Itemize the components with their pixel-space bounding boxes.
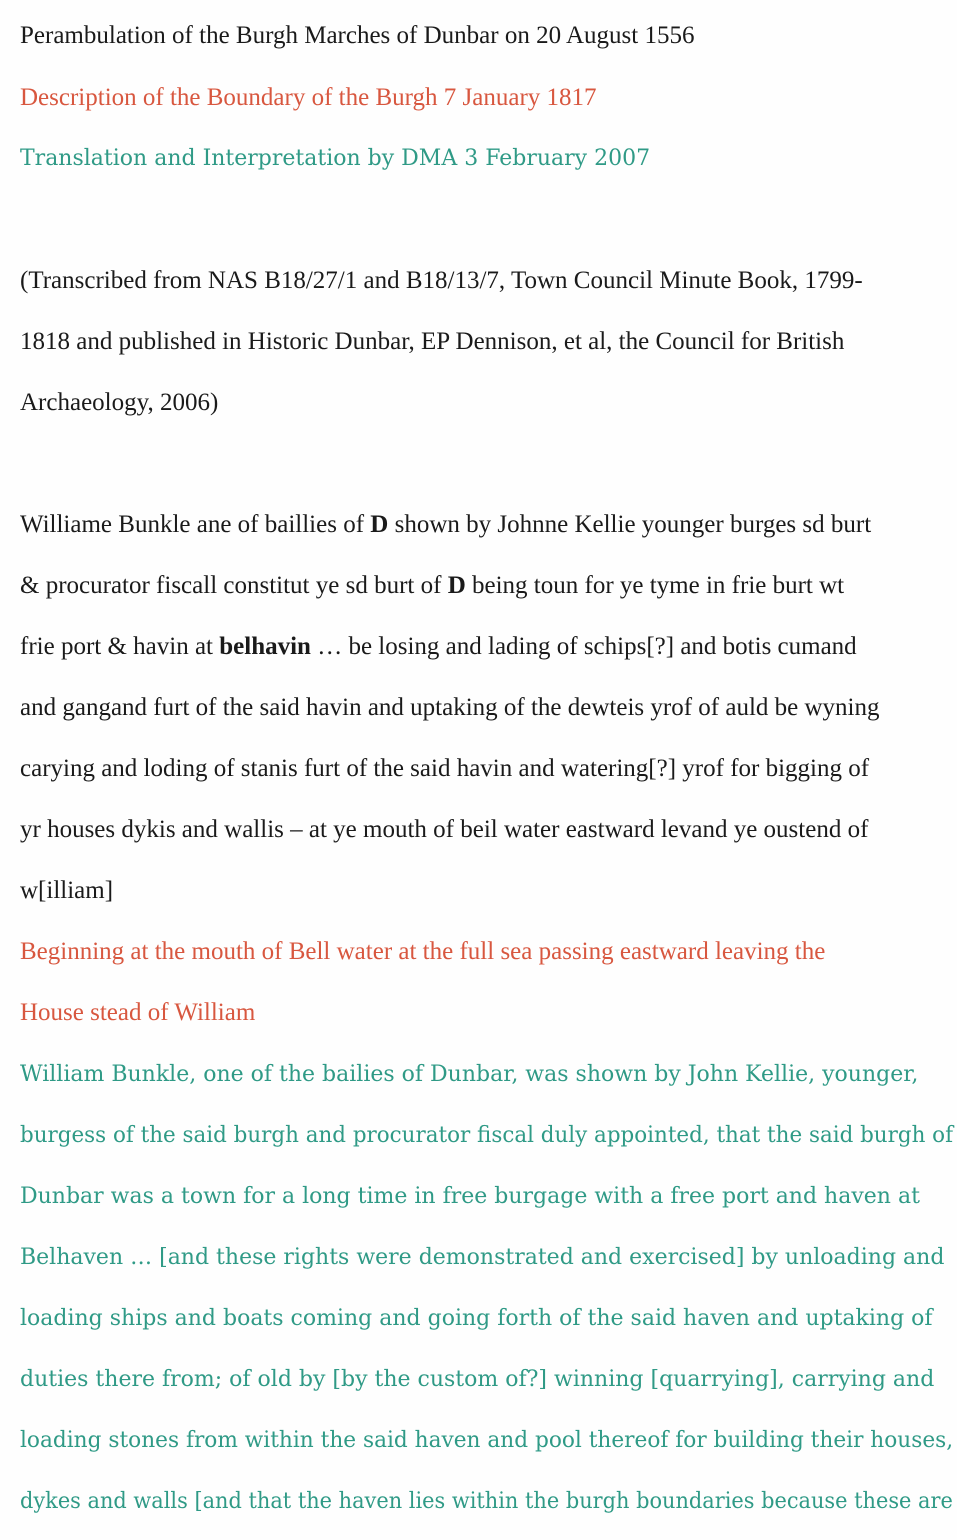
description-text-line: Beginning at the mouth of Bell water at the full sea passing eastward leaving the — [20, 938, 826, 965]
translation-text-line: loading stones from within the said haven and pool thereof for building their houses, — [20, 1428, 954, 1453]
translation-text-line: Belhaven … [and these rights were demonstrated and exercised] by unloading and — [20, 1245, 945, 1270]
original-text-bold: D — [370, 511, 389, 538]
source-note-line: Archaeology, 2006) — [20, 389, 219, 416]
original-text-bold: belhavin — [219, 633, 311, 660]
translation-text-line: loading ships and boats coming and going forth of the said haven and uptaking of — [20, 1306, 933, 1331]
original-text-segment: Williame Bunkle ane of baillies of — [20, 511, 371, 538]
translation-text-line: William Bunkle, one of the bailies of Dunbar, was shown by John Kellie, younger, — [20, 1062, 919, 1087]
original-text-segment: frie port & havin at — [20, 633, 220, 660]
original-text-segment: shown by Johnne Kellie younger burges sd burt — [388, 511, 872, 538]
original-text-line — [20, 632, 857, 662]
original-text-segment: being toun for ye tyme in frie burt wt — [465, 572, 845, 599]
translation-text-line: dykes and walls [and that the haven lies within the burgh boundaries because these are — [20, 1489, 953, 1514]
original-text-segment: … be losing and lading of schips[?] and botis cumand — [310, 633, 857, 660]
original-text-line: and gangand furt of the said havin and uptaking of the dewteis yrof of auld be wyning — [20, 694, 880, 721]
translation-text-line: burgess of the said burgh and procurator fiscal duly appointed, that the said burgh of — [20, 1123, 954, 1148]
original-text-line: w[illiam] — [20, 877, 114, 904]
description-text-line: House stead of William — [20, 999, 256, 1026]
original-text-line: yr houses dykis and wallis – at ye mouth of beil water eastward levand ye oustend of — [20, 816, 869, 843]
translation-text-line: duties there from; of old by [by the custom of?] winning [quarrying], carrying and — [20, 1367, 935, 1392]
heading-description: Description of the Boundary of the Burgh 7 January 1817 — [20, 84, 597, 111]
original-text-line — [20, 510, 871, 540]
heading-translation: Translation and Interpretation by DMA 3 February 2007 — [20, 146, 651, 171]
heading-perambulation: Perambulation of the Burgh Marches of Dunbar on 20 August 1556 — [20, 22, 695, 49]
original-text-line: carying and loding of stanis furt of the said havin and watering[?] yrof for bigging of — [20, 755, 870, 782]
original-text-line — [20, 571, 844, 601]
original-text-segment: & procurator fiscall constitut ye sd burt of — [20, 572, 448, 599]
source-note-line: (Transcribed from NAS B18/27/1 and B18/13/7, Town Council Minute Book, 1799- — [20, 267, 863, 294]
source-note-line: 1818 and published in Historic Dunbar, EP Dennison, et al, the Council for British — [20, 328, 845, 355]
translation-text-line: Dunbar was a town for a long time in free burgage with a free port and haven at — [20, 1184, 920, 1209]
original-text-bold: D — [447, 572, 466, 599]
